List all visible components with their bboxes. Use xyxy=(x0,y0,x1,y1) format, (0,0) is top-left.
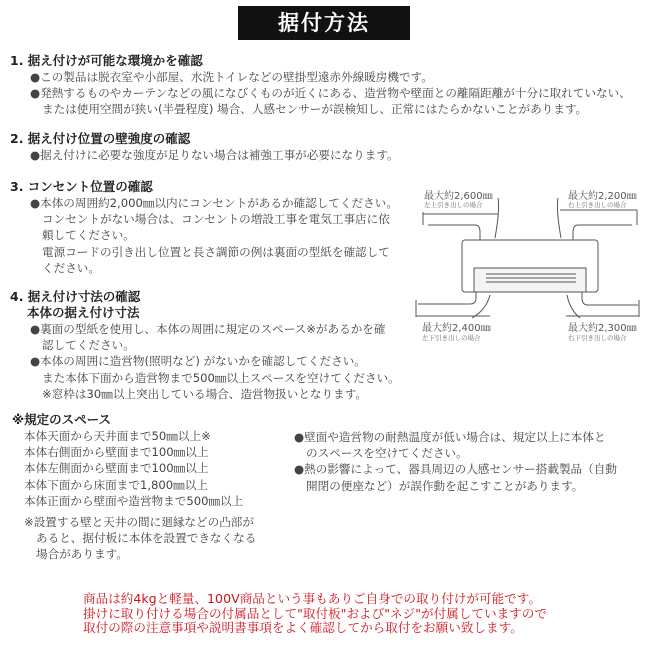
footer-line: 掛けに取り付ける場合の付属品として"取付板"および"ネジ"が付属していますので xyxy=(83,605,547,621)
footer-line: 商品は約4kgと軽量、100V商品という事もありご自身での取り付けが可能です。 xyxy=(83,591,541,606)
top-right-sub: 右上引き出しの場合 xyxy=(568,201,627,209)
space-line: 本体左側面から壁面まで100㎜以上 xyxy=(24,461,209,476)
page-title: 据付方法 xyxy=(238,6,410,40)
space-heading: ※規定のスペース xyxy=(12,412,112,427)
section-2 xyxy=(10,131,399,163)
text-line: ●裏面の型紙を使用し、本体の周囲に規定のスペース※があるかを確 xyxy=(30,322,386,336)
required-space xyxy=(12,412,256,563)
right-notes xyxy=(294,429,617,494)
text-line: ●この製品は脱衣室や小部屋、水洗トイレなどの壁掛型遠赤外線暖房機です。 xyxy=(30,70,433,84)
space-note: 場合があります。 xyxy=(36,547,128,562)
text-line: ●本体の周囲約2,000㎜以内にコンセントがあるか確認してください。 xyxy=(30,196,398,210)
space-line: 本体下面から床面まで1,800㎜以上 xyxy=(24,477,208,492)
bottom-right-sub: 右下引き出しの場合 xyxy=(568,334,627,342)
top-left-sub: 左上引き出しの場合 xyxy=(424,201,483,209)
cord-diagram xyxy=(410,180,650,350)
text-line: また本体下面から造営物まで500㎜以上スペースを空けてください。 xyxy=(42,370,400,385)
section-3 xyxy=(10,179,398,276)
space-line: 本体右側面から壁面まで100㎜以上 xyxy=(24,445,209,460)
text-line: 頼してください。 xyxy=(42,228,135,243)
text-line: または使用空間が狭い(半畳程度) 場合、人感センサーが誤検知し、正常にはたらかないことがあります。 xyxy=(42,102,588,117)
text-line: ●発熱するものやカーテンなどの風になびくものが近くにある、造営物や壁面との離隔距離が十分に取れていない、 xyxy=(30,86,631,101)
note-line: のスペースを空けてください。 xyxy=(306,446,468,461)
section-heading: 4. 据え付け寸法の確認 xyxy=(10,289,141,304)
top-left-max: 最大約2,600㎜ xyxy=(424,191,493,202)
section-heading: 2. 据え付け位置の壁強度の確認 xyxy=(10,131,191,146)
top-right-max: 最大約2,200㎜ xyxy=(568,191,637,202)
section-subheading: 本体の据え付け寸法 xyxy=(27,305,140,320)
section-heading: 3. コンセント位置の確認 xyxy=(10,179,153,194)
section-4 xyxy=(10,289,400,402)
text-line: コンセントがない場合は、コンセントの増設工事を電気工事店に依 xyxy=(42,212,390,227)
text-line: ●本体の周囲に造営物(照明など) がないかを確認してください。 xyxy=(30,354,366,369)
footer-notice xyxy=(83,592,547,636)
text-line: ください。 xyxy=(42,260,100,275)
text-line: ●据え付けに必要な強度が足りない場合は補強工事が必要になります。 xyxy=(30,148,399,162)
text-line: 電源コードの引き出し位置と長さ調節の例は裏面の型紙を確認して xyxy=(42,244,390,259)
text-line: ※窓枠は30㎜以上突出している場合、造営物扱いとなります。 xyxy=(42,386,367,401)
section-heading: 1. 据え付けが可能な環境かを確認 xyxy=(10,53,203,68)
space-note: あると、据付板に本体を設置できなくなる xyxy=(36,531,257,546)
space-line: 本体天面から天井面まで50㎜以上※ xyxy=(24,429,211,443)
text-line: 認してください。 xyxy=(42,338,135,353)
bottom-left-sub: 左下引き出しの場合 xyxy=(422,334,481,342)
space-note: ※設置する壁と天井の間に廻縁などの凸部が xyxy=(24,515,254,530)
space-line: 本体正面から壁面や造営物まで500㎜以上 xyxy=(24,493,244,508)
note-line: ●熱の影響によって、器具周辺の人感センサー搭載製品（自動 xyxy=(294,462,617,477)
bottom-right-max: 最大約2,300㎜ xyxy=(568,323,637,334)
note-line: 開閉の便座など）が誤作動を起こすことがあります。 xyxy=(306,478,584,493)
bottom-left-max: 最大約2,400㎜ xyxy=(422,323,491,334)
note-line: ●壁面や造営物の耐熱温度が低い場合は、規定以上に本体と xyxy=(294,430,606,444)
footer-line: 取付の際の注意事項や説明書事項をよく確認してから取付をお願い致します。 xyxy=(83,620,523,635)
section-1 xyxy=(10,53,631,118)
